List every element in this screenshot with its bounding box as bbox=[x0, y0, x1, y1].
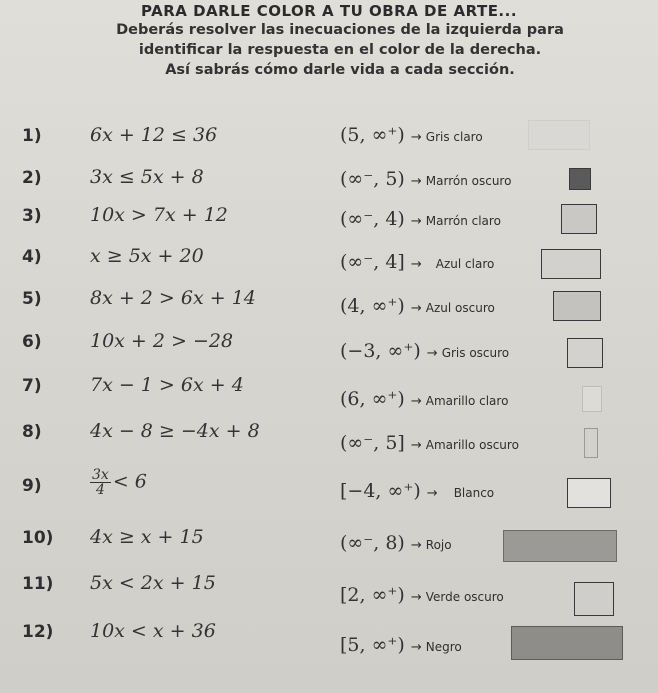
color-name: Gris claro bbox=[425, 130, 483, 144]
interval-answer bbox=[340, 584, 504, 606]
exercise-row-4 bbox=[0, 243, 658, 283]
arrow-icon: → bbox=[410, 538, 422, 553]
color-swatch bbox=[584, 428, 598, 458]
interval-text: (∞⁻, 4] bbox=[340, 251, 405, 273]
arrow-icon: → bbox=[410, 394, 422, 409]
interval-answer bbox=[340, 532, 452, 554]
worksheet-title: PARA DARLE COLOR A TU OBRA DE ARTE... bbox=[140, 2, 518, 20]
arrow-icon: → bbox=[410, 301, 422, 316]
exercise-number: 11) bbox=[22, 574, 54, 594]
interval-text: [2, ∞⁺) bbox=[340, 584, 405, 606]
interval-answer bbox=[340, 295, 495, 317]
interval-text: [5, ∞⁺) bbox=[340, 634, 405, 656]
color-swatch bbox=[561, 204, 597, 234]
interval-text: (∞⁻, 5] bbox=[340, 432, 405, 454]
interval-text: (−3, ∞⁺) bbox=[340, 340, 421, 362]
inequality: x ≥ 5x + 20 bbox=[90, 245, 204, 267]
inequality: 4x ≥ x + 15 bbox=[90, 526, 204, 548]
interval-text: (∞⁻, 8) bbox=[340, 532, 405, 554]
exercise-number: 9) bbox=[22, 476, 42, 496]
interval-answer bbox=[340, 634, 462, 656]
inequality: 4x − 8 ≥ −4x + 8 bbox=[90, 420, 260, 442]
color-name: Amarillo claro bbox=[425, 394, 509, 408]
exercise-number: 4) bbox=[22, 247, 42, 267]
instruction-line-2: identificar la respuesta en el color de la derecha. bbox=[138, 42, 542, 58]
inequality: 5x < 2x + 15 bbox=[90, 572, 216, 594]
inequality-rest: < 6 bbox=[112, 470, 147, 493]
arrow-icon: → bbox=[410, 257, 422, 272]
exercise-row-10 bbox=[0, 522, 658, 562]
color-name: Rojo bbox=[425, 538, 452, 552]
fraction-numerator: 3x bbox=[92, 467, 109, 483]
interval-text: (5, ∞⁺) bbox=[340, 124, 405, 146]
arrow-icon: → bbox=[410, 130, 422, 145]
interval-text: (4, ∞⁺) bbox=[340, 295, 405, 317]
arrow-icon: → bbox=[410, 640, 422, 655]
exercise-number: 2) bbox=[22, 168, 42, 188]
color-name: Marrón oscuro bbox=[425, 174, 512, 188]
fraction bbox=[90, 468, 111, 497]
arrow-icon: → bbox=[410, 214, 422, 229]
exercise-row-8 bbox=[0, 418, 658, 458]
color-swatch bbox=[528, 120, 590, 150]
arrow-icon: → bbox=[410, 590, 422, 605]
color-name: Azul claro bbox=[435, 257, 495, 271]
color-swatch bbox=[567, 478, 611, 508]
color-swatch bbox=[582, 386, 602, 412]
color-name: Blanco bbox=[453, 486, 495, 500]
interval-answer bbox=[340, 480, 494, 502]
exercise-number: 5) bbox=[22, 289, 42, 309]
color-name: Negro bbox=[425, 640, 462, 654]
interval-text: [−4, ∞⁺) bbox=[340, 480, 421, 502]
exercise-number: 1) bbox=[22, 126, 42, 146]
interval-answer bbox=[340, 208, 501, 230]
color-name: Gris oscuro bbox=[441, 346, 510, 360]
inequality: 8x + 2 > 6x + 14 bbox=[90, 287, 256, 309]
exercise-number: 10) bbox=[22, 528, 54, 548]
interval-answer bbox=[340, 168, 511, 190]
exercise-row-6 bbox=[0, 328, 658, 368]
arrow-icon: → bbox=[410, 438, 422, 453]
arrow-icon: → bbox=[426, 346, 438, 361]
color-name: Azul oscuro bbox=[425, 301, 495, 315]
inequality: 3x ≤ 5x + 8 bbox=[90, 166, 204, 188]
color-name: Amarillo oscuro bbox=[425, 438, 519, 452]
exercise-row-2 bbox=[0, 162, 658, 202]
inequality: 6x + 12 ≤ 36 bbox=[90, 124, 218, 146]
interval-answer bbox=[340, 251, 494, 273]
inequality bbox=[90, 468, 147, 497]
exercise-number: 3) bbox=[22, 206, 42, 226]
exercise-row-7 bbox=[0, 372, 658, 412]
color-swatch bbox=[569, 168, 591, 190]
exercise-number: 7) bbox=[22, 376, 42, 396]
exercise-number: 12) bbox=[22, 622, 54, 642]
arrow-icon: → bbox=[410, 174, 422, 189]
color-swatch bbox=[553, 291, 601, 321]
fraction-denominator: 4 bbox=[95, 482, 105, 498]
interval-answer bbox=[340, 340, 509, 362]
inequality: 10x < x + 36 bbox=[90, 620, 216, 642]
interval-answer bbox=[340, 124, 483, 146]
exercise-row-12 bbox=[0, 618, 658, 658]
interval-answer bbox=[340, 388, 508, 410]
color-swatch bbox=[567, 338, 603, 368]
exercise-row-9 bbox=[0, 464, 658, 520]
instruction-line-1: Deberás resolver las inecuaciones de la izquierda para bbox=[116, 22, 564, 38]
color-swatch bbox=[503, 530, 617, 562]
arrow-icon: → bbox=[426, 486, 438, 501]
color-name: Verde oscuro bbox=[425, 590, 504, 604]
inequality: 10x + 2 > −28 bbox=[90, 330, 234, 352]
exercise-row-11 bbox=[0, 570, 658, 610]
exercise-row-5 bbox=[0, 285, 658, 325]
exercise-number: 6) bbox=[22, 332, 42, 352]
interval-answer bbox=[340, 432, 519, 454]
color-swatch bbox=[511, 626, 623, 660]
exercise-row-1 bbox=[0, 120, 658, 160]
interval-text: (6, ∞⁺) bbox=[340, 388, 405, 410]
color-swatch bbox=[574, 582, 614, 616]
color-swatch bbox=[541, 249, 601, 279]
inequality: 7x − 1 > 6x + 4 bbox=[90, 374, 244, 396]
color-name: Marrón claro bbox=[425, 214, 501, 228]
interval-text: (∞⁻, 4) bbox=[340, 208, 405, 230]
exercise-row-3 bbox=[0, 202, 658, 242]
exercise-number: 8) bbox=[22, 422, 42, 442]
instruction-line-3: Así sabrás cómo darle vida a cada sección. bbox=[165, 62, 515, 78]
interval-text: (∞⁻, 5) bbox=[340, 168, 405, 190]
inequality: 10x > 7x + 12 bbox=[90, 204, 228, 226]
